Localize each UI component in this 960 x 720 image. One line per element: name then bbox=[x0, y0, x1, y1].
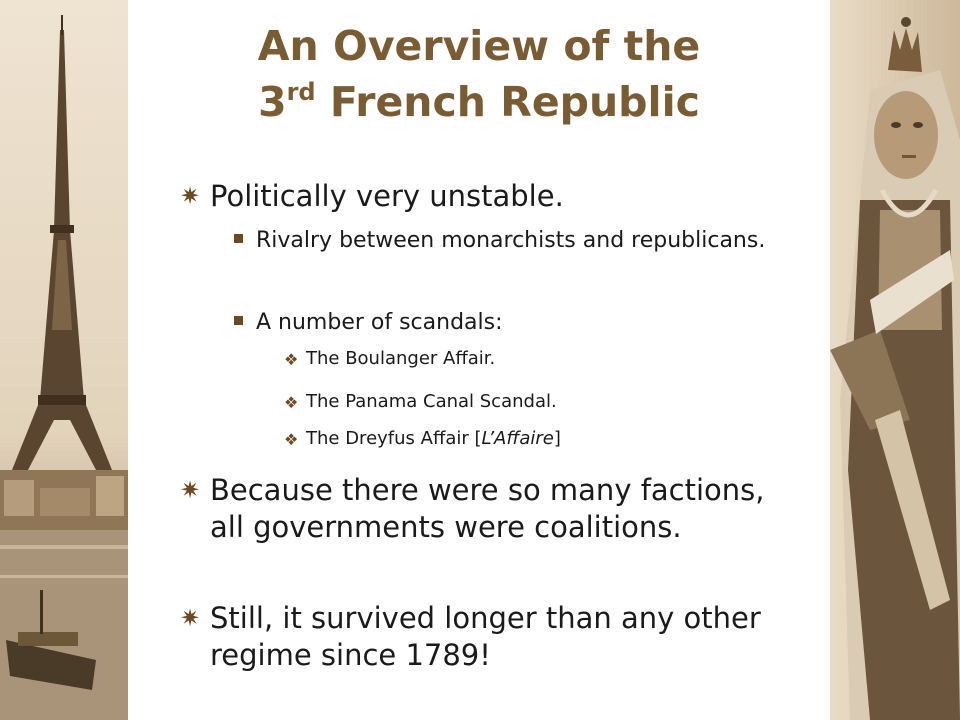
diamond-bullet-icon: ❖ bbox=[284, 393, 299, 412]
bullet-level3-item bbox=[284, 389, 766, 415]
title-line-2 bbox=[128, 74, 830, 130]
slide-content bbox=[128, 0, 830, 720]
bullet-level1-item bbox=[180, 600, 770, 674]
diamond-bullet-icon: ❖ bbox=[284, 350, 299, 369]
bullet-text: A number of scandals: bbox=[256, 310, 503, 335]
bullet-text: Because there were so many factions, all governments were coalitions. bbox=[210, 473, 765, 544]
title-number: 3 bbox=[258, 78, 287, 126]
slide-title bbox=[128, 18, 830, 130]
eiffel-tower-photo bbox=[0, 0, 128, 720]
bullet-text: Still, it survived longer than any other regime since 1789! bbox=[210, 601, 761, 672]
bullet-text: The Dreyfus Affair [L’Affaire] bbox=[306, 428, 561, 449]
asterisk-star-icon: ✷ bbox=[180, 182, 201, 210]
bullet-text: The Panama Canal Scandal. bbox=[306, 391, 557, 412]
bullet-level2-item bbox=[256, 225, 776, 256]
title-rest: French Republic bbox=[315, 78, 700, 126]
bullet-level2-item bbox=[256, 307, 776, 338]
bullet-level1-item bbox=[180, 472, 770, 546]
square-bullet-icon bbox=[234, 316, 243, 325]
title-line-1: An Overview of the bbox=[257, 22, 701, 70]
emphasized-term: L’Affaire bbox=[481, 428, 554, 449]
asterisk-star-icon: ✷ bbox=[180, 604, 201, 632]
bullet-level3-item bbox=[284, 426, 766, 452]
bullet-level3-item bbox=[284, 346, 766, 372]
bullet-text: The Boulanger Affair. bbox=[306, 348, 496, 369]
title-ordinal-suffix: rd bbox=[286, 78, 316, 106]
bullet-text: Rivalry between monarchists and republicans. bbox=[256, 228, 766, 253]
asterisk-star-icon: ✷ bbox=[180, 476, 201, 504]
royal-portrait-photo bbox=[830, 0, 960, 720]
bullet-text: Politically very unstable. bbox=[210, 179, 564, 213]
square-bullet-icon bbox=[234, 234, 243, 243]
diamond-bullet-icon: ❖ bbox=[284, 430, 299, 449]
bullet-level1-item bbox=[180, 178, 770, 215]
